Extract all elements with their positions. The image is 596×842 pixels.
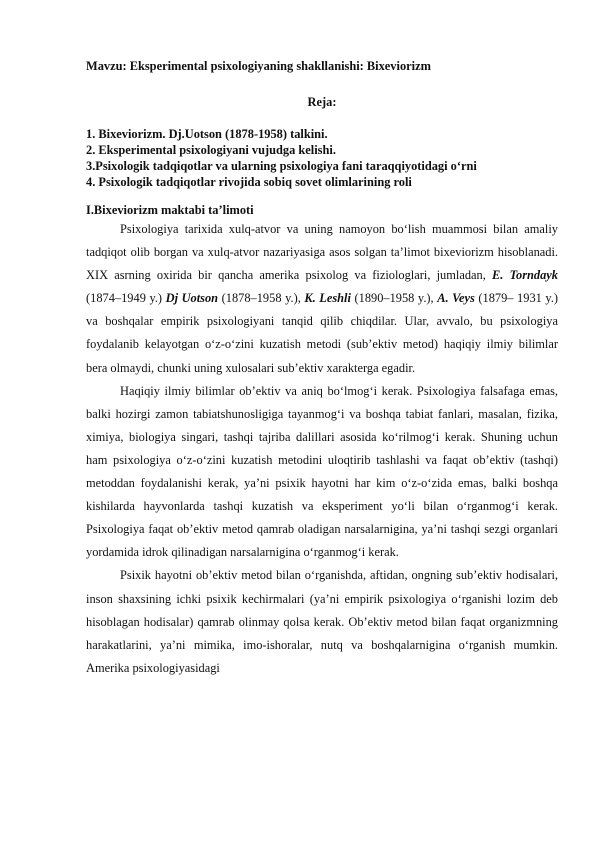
paragraph-1-text-d: (1890–1958 y.), bbox=[350, 291, 438, 306]
document-topic: Mavzu: Eksperimental psixologiyaning shakllanishi: Bixeviorizm bbox=[86, 59, 431, 73]
scientist-name-torndayk: E. Torndayk bbox=[492, 268, 558, 283]
section-heading: I.Bixeviorizm maktabi ta’limoti bbox=[86, 203, 254, 217]
paragraph-1-text-e: (1879– 1931 y.) va boshqalar empirik psixologiyani tanqid qilib chiqdilar. Ular, avvalo, bu psixologiya foydalanib kelayotgan o‘z-o‘zini kuzatish metodi (sub’ektiv metod) haqiqiy ilmiy bilimlar bera olmaydi, chunki uning xulosalari sub’ektiv xarakterga egadir. bbox=[86, 291, 559, 375]
paragraph-1 bbox=[86, 218, 558, 380]
scientist-name-veys: A. Veys bbox=[437, 291, 475, 306]
paragraph-1-text-a: Psixologiya tarixida xulq-atvor va uning namoyon bo‘lish muammosi bilan amaliy tadqiqot olib borgan va xulq-atvor nazariyasiga asos solgan ta’limot bixeviorizm hisoblanadi. XIX asrning oxirida bir qancha amerika psixolog va fiziologlari, jumladan, bbox=[86, 222, 558, 283]
scientist-name-uotson: Dj Uotson bbox=[165, 291, 219, 306]
plan-list bbox=[86, 126, 558, 190]
paragraph-2: Haqiqiy ilmiy bilimlar ob’ektiv va aniq bo‘lmog‘i kerak. Psixologiya falsafaga emas, balki hozirgi zamon tabiatshunosligiga tayanmog‘i va boshqa tabiat fanlari, masalan, fizika, ximiya, biologiya singari, tashqi tajriba dalillari asosida ko‘rilmog‘i kerak. Shuning uchun ham psixologiya o‘z-o‘zini kuzatish metodini uloqtirib tashlashi va faqat ob’ektiv (tashqi) metoddan foydalanishi kerak, ya’ni psixik hayotni har kim o‘z-o‘zida emas, balki boshqa kishilarda hayvonlarda tashqi kuzatish va eksperiment yo‘li bilan o‘rganmog‘i kerak. Psixologiya faqat ob’ektiv metod qamrab oladigan narsalarnigina, ya’ni tashqi sezgi organlari yordamida idrok qilinadigan narsalarnigina o‘rganmog‘i kerak. bbox=[86, 383, 558, 560]
plan-item-3: 3.Psixologik tadqiqotlar va ularning psixologiya fani taraqqiyotidagi o‘rni bbox=[86, 159, 477, 173]
paragraph-3: Psixik hayotni ob’ektiv metod bilan o‘rganishda, aftidan, ongning sub’ektiv hodisalari, inson shaxsining ichki psixik kechirmalari (ya’ni empirik psixologiya o‘rganishi lozim deb hisoblagan hodisalar) qamrab olinmay qolsa kerak. Ob’ektiv metod bilan faqat organizmning harakatlarini, ya’ni mimika, imo-ishoralar, nutq va boshqalarnigina o‘rganish mumkin. Amerika psixologiyasidagi bbox=[86, 568, 558, 675]
plan-heading: Reja: bbox=[307, 95, 337, 109]
plan-item-4: 4. Psixologik tadqiqotlar rivojida sobiq sovet olimlarining roli bbox=[86, 175, 412, 189]
plan-item-2: 2. Eksperimental psixologiyani vujudga kelishi. bbox=[86, 143, 336, 157]
plan-item-1: 1. Bixeviorizm. Dj.Uotson (1878-1958) talkini. bbox=[86, 127, 328, 141]
paragraph-1-text-c: (1878–1958 y.), bbox=[218, 291, 305, 306]
paragraph-1-text-b: (1874–1949 y.) bbox=[86, 291, 166, 306]
scientist-name-leshli: K. Leshli bbox=[304, 291, 351, 306]
